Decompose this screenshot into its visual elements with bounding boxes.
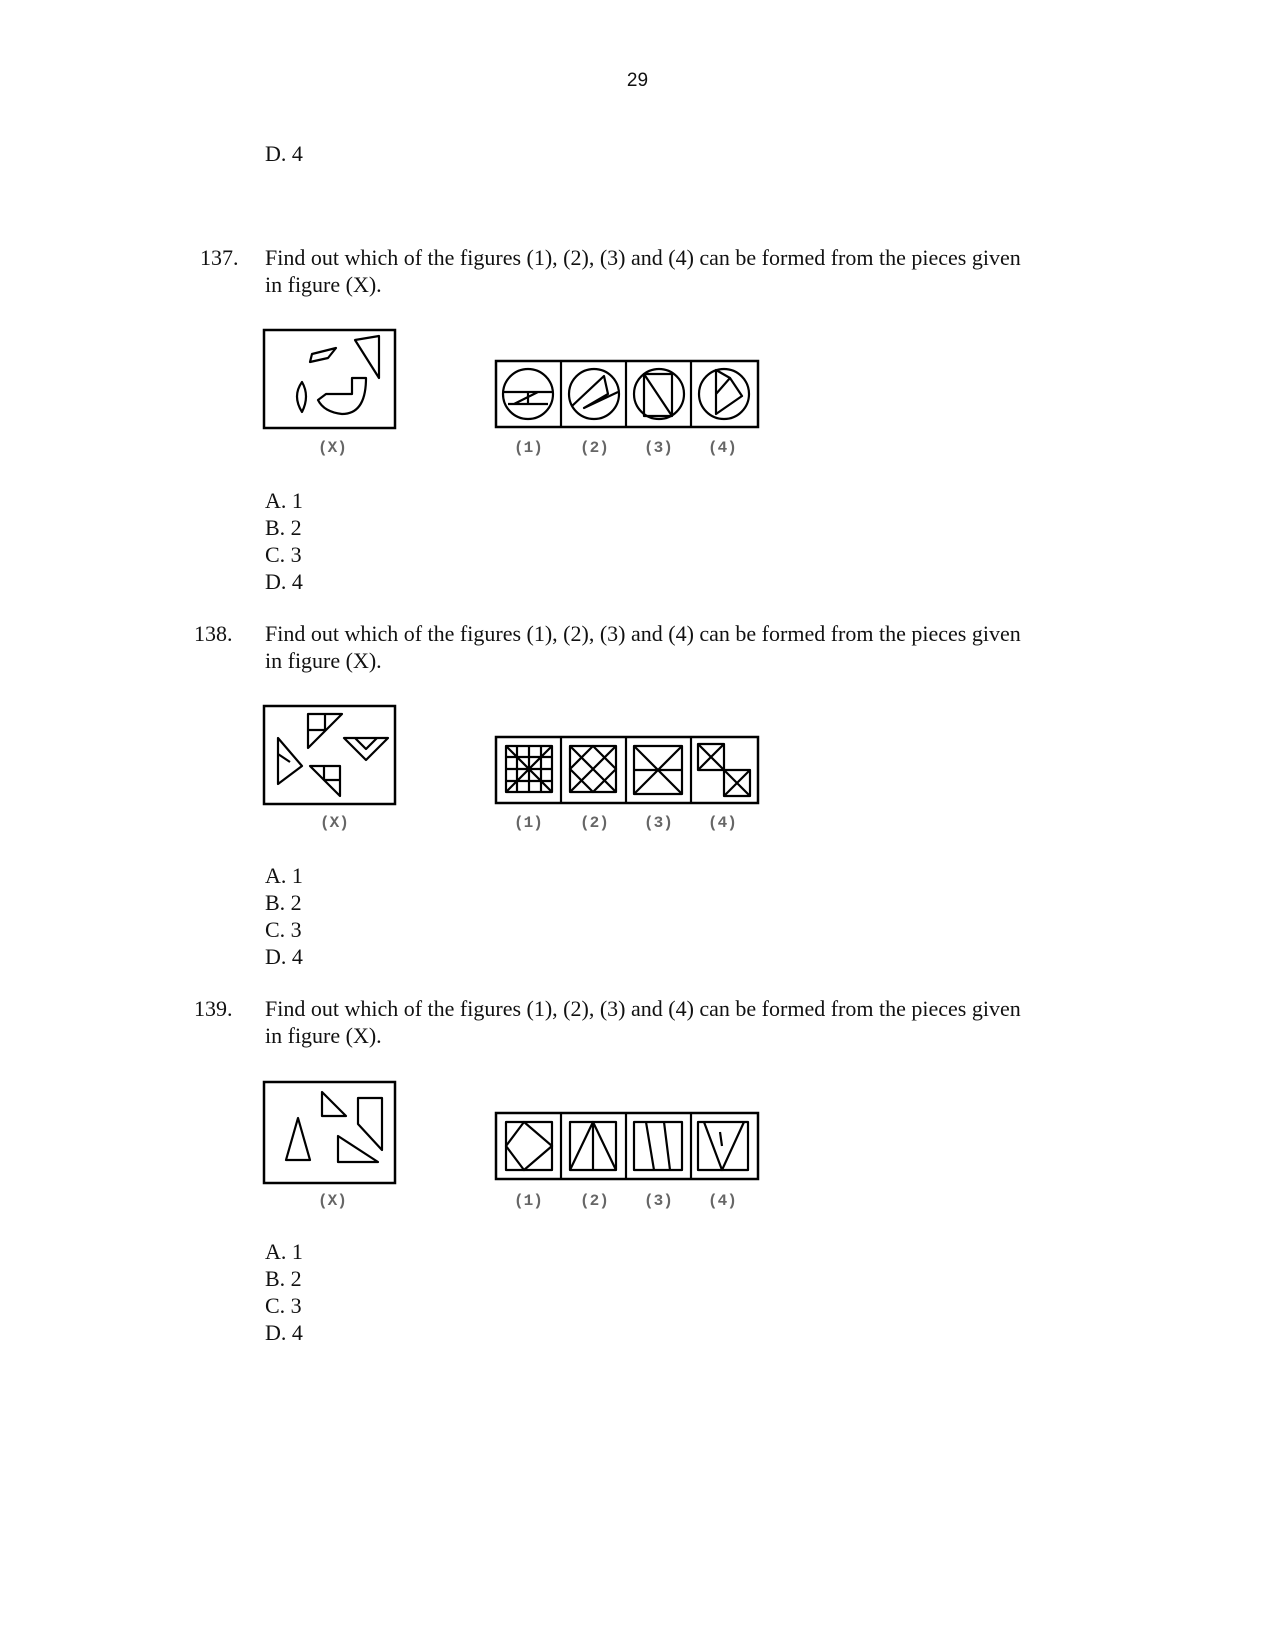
figure-x-pieces: [262, 328, 398, 432]
answer-figure-3: [634, 369, 684, 419]
option-b: B. 2: [265, 515, 302, 540]
figure-x-pieces: [262, 1080, 398, 1186]
answer-figure-1: [506, 1122, 552, 1170]
figure-2-label: (2): [580, 439, 609, 457]
option-a: A. 1: [265, 488, 303, 513]
answer-figure-1: [506, 746, 552, 792]
question-text-line2: in figure (X).: [265, 1023, 382, 1048]
figure-2-label: (2): [580, 814, 609, 832]
option-d: D. 4: [265, 1320, 303, 1345]
figure-1-label: (1): [514, 814, 543, 832]
question-number: 138.: [194, 621, 233, 646]
answer-figure-2: [569, 369, 619, 419]
figure-3-label: (3): [644, 1192, 673, 1210]
option-c: C. 3: [265, 1293, 302, 1318]
figure-x-label: (X): [318, 439, 347, 457]
figure-x-label: (X): [318, 1192, 347, 1210]
option-d: D. 4: [265, 569, 303, 594]
answer-figure-3: [634, 1122, 682, 1170]
carry-over-option-d: D. 4: [265, 141, 303, 166]
option-b: B. 2: [265, 890, 302, 915]
question-number: 139.: [194, 996, 233, 1021]
question-text-line2: in figure (X).: [265, 272, 382, 297]
answer-figures: [494, 734, 760, 806]
question-text-line1: Find out which of the figures (1), (2), (3) and (4) can be formed from the pieces given: [265, 996, 1021, 1021]
figure-2-label: (2): [580, 1192, 609, 1210]
question-text-line1: Find out which of the figures (1), (2), (3) and (4) can be formed from the pieces given: [265, 621, 1021, 646]
answer-figure-2: [570, 746, 616, 792]
figure-x-label: (X): [320, 814, 349, 832]
figure-3-label: (3): [644, 439, 673, 457]
option-b: B. 2: [265, 1266, 302, 1291]
figure-4-label: (4): [708, 814, 737, 832]
question-number: 137.: [200, 245, 239, 270]
figure-1-label: (1): [514, 439, 543, 457]
option-a: A. 1: [265, 863, 303, 888]
figure-1-label: (1): [514, 1192, 543, 1210]
question-text-line1: Find out which of the figures (1), (2), (3) and (4) can be formed from the pieces given: [265, 245, 1021, 270]
figure-3-label: (3): [644, 814, 673, 832]
option-a: A. 1: [265, 1239, 303, 1264]
answer-figure-4: [698, 1122, 748, 1170]
question-text-line2: in figure (X).: [265, 648, 382, 673]
option-c: C. 3: [265, 917, 302, 942]
answer-figures: [494, 1110, 760, 1182]
answer-figure-4: [699, 369, 749, 419]
page-number: 29: [626, 70, 649, 91]
option-d: D. 4: [265, 944, 303, 969]
answer-figure-4: [698, 744, 750, 796]
answer-figure-2: [570, 1122, 616, 1170]
figure-4-label: (4): [708, 1192, 737, 1210]
figure-4-label: (4): [708, 439, 737, 457]
figure-x-pieces: [262, 704, 398, 808]
answer-figures: [494, 358, 760, 430]
option-c: C. 3: [265, 542, 302, 567]
answer-figure-1: [503, 369, 553, 419]
answer-figure-3: [634, 746, 682, 794]
